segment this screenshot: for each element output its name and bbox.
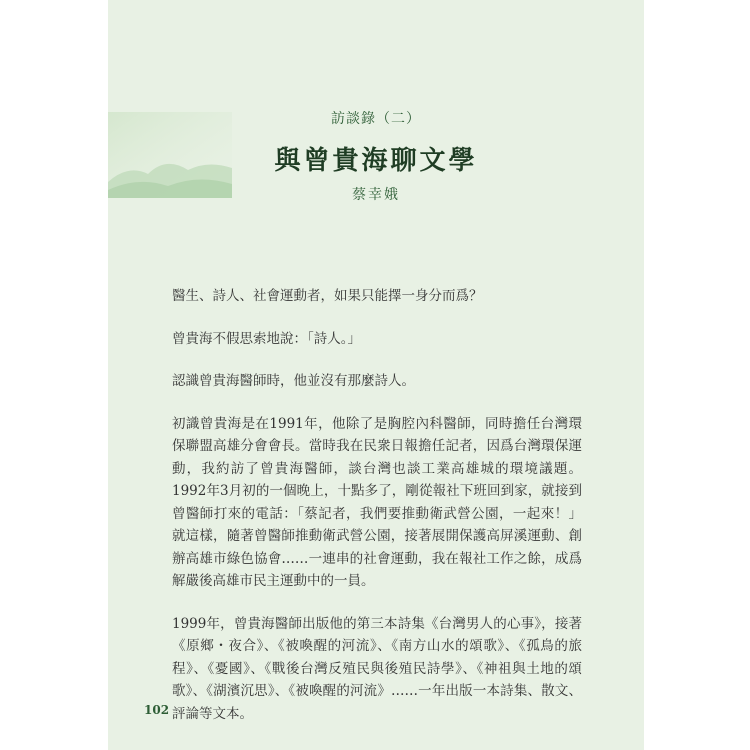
page-number: 102 bbox=[144, 703, 170, 717]
paragraph: 醫生、詩人、社會運動者，如果只能擇一身分而爲？ bbox=[172, 288, 483, 304]
series-subtitle: 訪談錄（二） bbox=[331, 111, 421, 127]
paragraph: 曾貴海不假思索地說：「詩人。」 bbox=[172, 330, 361, 347]
paragraph: 認識曾貴海醫師時，他並沒有那麼詩人。 bbox=[172, 373, 415, 389]
author-name: 蔡幸娥 bbox=[352, 187, 400, 203]
book-page bbox=[108, 0, 644, 750]
paragraph: 初識曾貴海是在1991年，他除了是胸腔內科醫師，同時擔任台灣環保聯盟高雄分會會長。當時我在民衆日報擔任記者，因爲台灣環保運動，我約訪了曾貴海醫師，談台灣也談工業高雄城的環境議題。1992年3月初的一個晚上，十點多了，剛從報社下班回到家，就接到曾醫師打來的電話：「蔡記者，我們要推動衛武營公園，一起來！」就這樣，隨著曾醫師推動衛武營公園，接著展開保護高屏溪運動、創辦高雄市綠色協會……一連串的社會運動，我在報社工作之餘，成爲解嚴後高雄市民主運動中的一員。 bbox=[172, 415, 582, 589]
article-title: 與曾貴海聊文學 bbox=[274, 146, 478, 176]
paragraph: 1999年，曾貴海醫師出版他的第三本詩集《台灣男人的心事》，接著《原鄉・夜合》、《被喚醒的河流》、《南方山水的頌歌》、《孤鳥的旅程》、《憂國》、《戰後台灣反殖民與後殖民詩學》、《神祖與土地的頌歌》、《湖濱沉思》、《被喚醒的河流》……一年出版一本詩集、散文、評論等文本。 bbox=[172, 615, 582, 722]
article-body bbox=[172, 285, 582, 745]
